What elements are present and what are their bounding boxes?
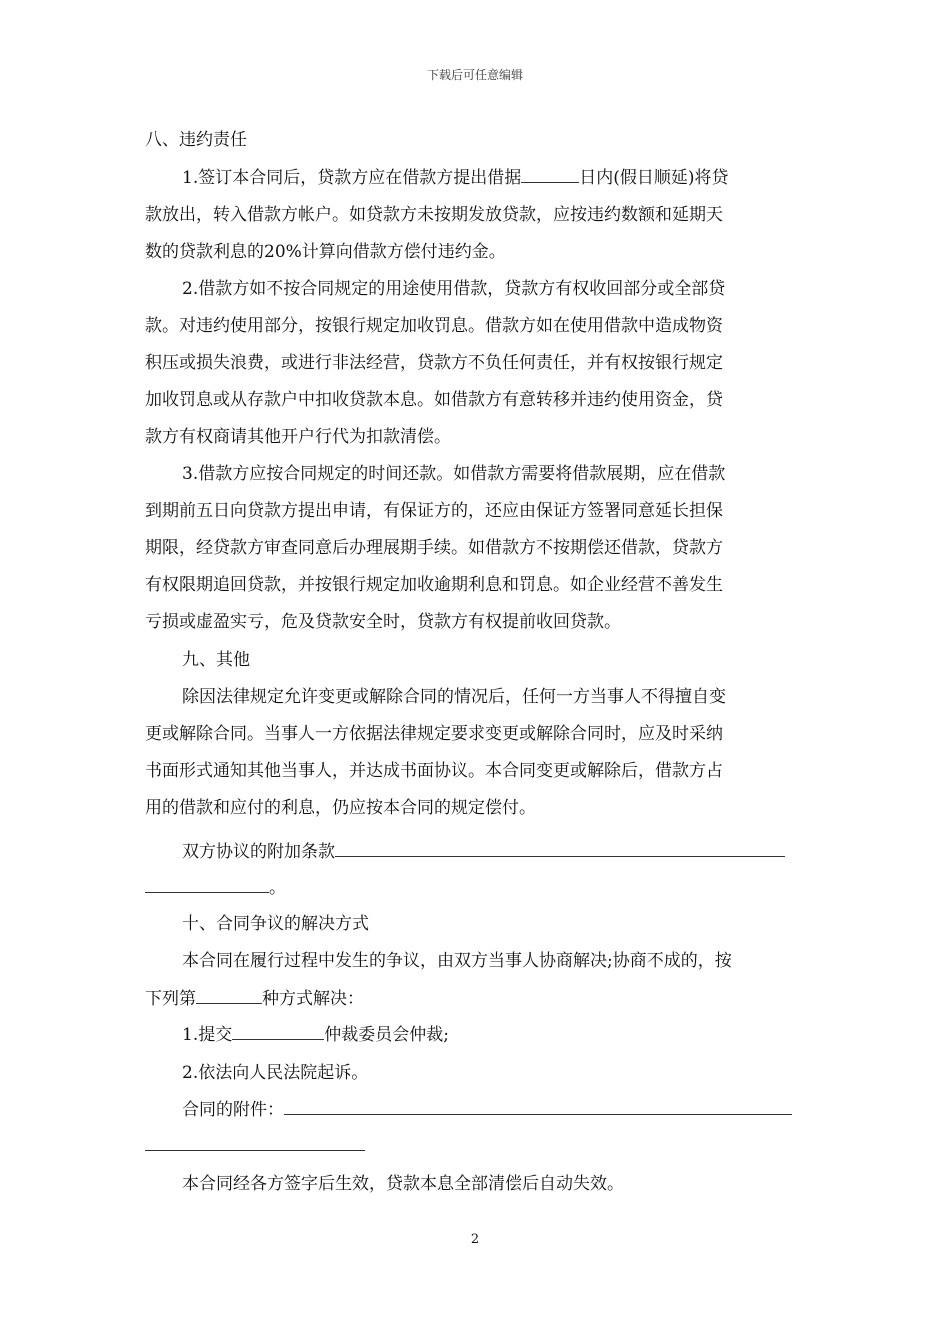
section-8-p3-line1: 3.借款方应按合同规定的时间还款。如借款方需要将借款展期，应在借款: [182, 464, 726, 484]
text-fragment: 种方式解决：: [262, 989, 364, 1009]
section-10-p1-line1: 本合同在履行过程中发生的争议，由双方当事人协商解决;协商不成的，按: [182, 951, 732, 971]
section-8-p1-line1: [182, 166, 847, 190]
text-fragment: 下列第: [145, 989, 196, 1009]
section-9-p1-line3: 书面形式通知其他当事人，并达成书面协议。本合同变更或解除后，借款方占: [145, 761, 723, 781]
attachment-label: 合同的附件：: [182, 1100, 284, 1120]
section-8-p3-line2: 到期前五日向贷款方提出申请，有保证方的，还应由保证方签署同意延长担保: [145, 501, 723, 521]
section-10-option-2: 2.依法向人民法院起诉。: [182, 1063, 369, 1083]
text-fragment: 仲裁委员会仲裁;: [324, 1025, 449, 1045]
blank-days: [521, 166, 579, 183]
blank-additional-terms: [335, 840, 785, 857]
text-fragment: 。: [269, 878, 286, 898]
blank-method-number: [196, 987, 262, 1004]
section-8-p2-line1: 2.借款方如不按合同规定的用途使用借款，贷款方有权收回部分或全部贷: [182, 279, 726, 299]
section-8-p2-line3: 积压或损失浪费，或进行非法经营，贷款方不负任何责任，并有权按银行规定: [145, 353, 723, 373]
attachment-line: [182, 1098, 847, 1122]
additional-terms-line: [182, 840, 847, 864]
section-10-option-1: [182, 1023, 847, 1047]
text-fragment: 日内(假日顺延)将贷: [579, 168, 729, 188]
page-number: 2: [470, 1232, 480, 1247]
section-8-p3-line3: 期限，经贷款方审查同意后办理展期手续。如借款方不按期偿还借款，贷款方: [145, 538, 723, 558]
text-fragment: 1.提交: [182, 1025, 233, 1045]
blank-attachment-cont: [145, 1134, 365, 1151]
section-8-p1-line2: 款放出，转入借款方帐户。如贷款方未按期发放贷款，应按违约数额和延期天: [145, 205, 723, 225]
section-9-title: 九、其他: [182, 650, 250, 670]
section-9-p1-line4: 用的借款和应付的利息，仍应按本合同的规定偿付。: [145, 798, 536, 818]
section-8-p2-line2: 款。对违约使用部分，按银行规定加收罚息。借款方如在使用借款中造成物资: [145, 316, 723, 336]
section-8-p1-line3: 数的贷款利息的20%计算向借款方偿付违约金。: [145, 242, 506, 262]
section-8-p3-line4: 有权限期追回贷款，并按银行规定加收逾期利息和罚息。如企业经营不善发生: [145, 575, 723, 595]
section-8-p3-line5: 亏损或虚盈实亏，危及贷款安全时，贷款方有权提前收回贷款。: [145, 612, 621, 632]
section-10-p1-line2: [145, 987, 810, 1011]
header-note: 下载后可任意编辑: [426, 68, 523, 82]
blank-arbitration-committee: [232, 1023, 324, 1040]
section-8-p2-line5: 款方有权商请其他开户行代为扣款清偿。: [145, 427, 451, 447]
attachment-line2: [145, 1134, 810, 1158]
section-8-title: 八、违约责任: [145, 130, 247, 150]
blank-attachment: [284, 1098, 792, 1115]
section-9-p1-line2: 更或解除合同。当事人一方依据法律规定要求变更或解除合同时，应及时采纳: [145, 724, 723, 744]
additional-terms-line2: [145, 876, 810, 900]
effective-clause: 本合同经各方签字后生效，贷款本息全部清偿后自动失效。: [182, 1174, 624, 1194]
additional-terms-label: 双方协议的附加条款: [182, 842, 335, 862]
section-9-p1-line1: 除因法律规定允许变更或解除合同的情况后，任何一方当事人不得擅自变: [182, 687, 726, 707]
blank-additional-terms-cont: [145, 876, 269, 893]
text-fragment: 1.签订本合同后，贷款方应在借款方提出借据: [182, 168, 522, 188]
section-8-p2-line4: 加收罚息或从存款户中扣收贷款本息。如借款方有意转移并违约使用资金，贷: [145, 390, 723, 410]
section-10-title: 十、合同争议的解决方式: [182, 914, 369, 934]
